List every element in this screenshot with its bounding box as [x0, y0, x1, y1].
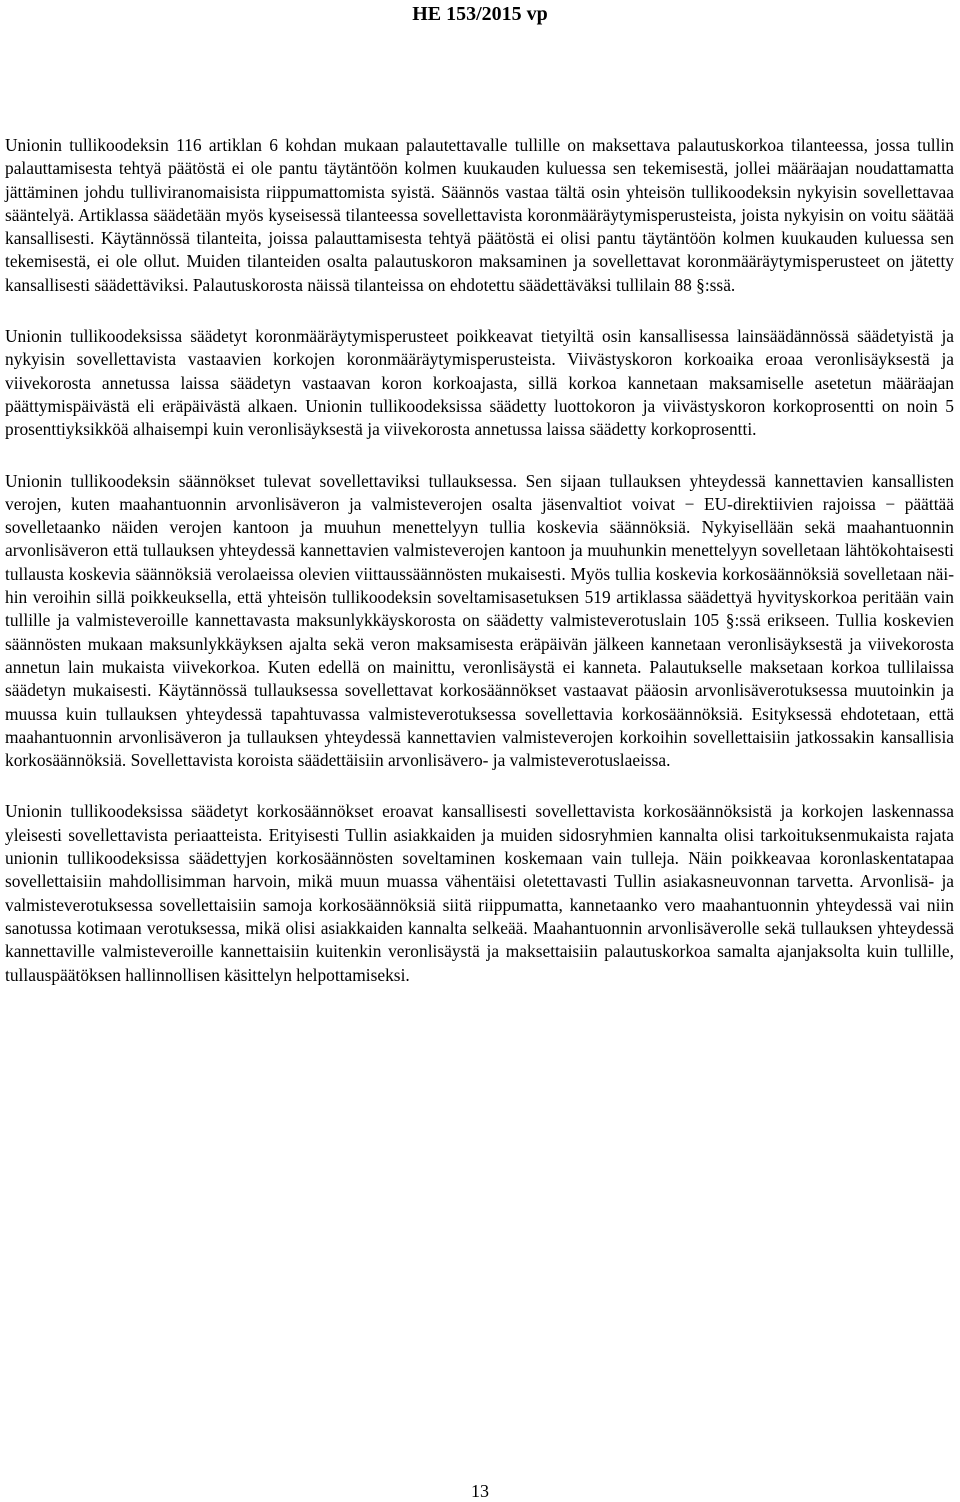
paragraph-1: Unionin tullikoodeksin 116 artiklan 6 kohdan mukaan palautettavalle tullille on maksettava palautuskorkoa tilanteessa, jossa tullin palauttamisesta tehtyä päätöstä ei ole pantu täytäntöön kolmen kuukauden kuluessa sen tekemisestä, jollei määräajan noudattamatta jättäminen johdu tulliviranomaisista riippumattomista syistä. Säännös vastaa tältä osin yhteisön tullikoodeksin nykyisin sovellettavaa sääntelyä. Artiklassa säädetään myös kyseisessä tilanteessa sovellettavista koronmääräytymisperusteista, joista nykyisin on voitu säätää kansallisesti. Käytännössä tilanteita, joissa palauttamisesta tehtyä päätöstä ei olisi pantu täytäntöön kolmen kuukauden kuluessa sen tekemisestä, ei ole ollut. Muiden tilanteiden osalta palautuskoron maksaminen ja sovellettavat koronmääräytymisperusteet on jätetty kansallisesti säädettäviksi. Palautuskorosta näissä tilanteissa on ehdotettu säädettäväksi tullilain 88 §:ssä. — [5, 135, 954, 295]
page-number: 13 — [471, 1481, 489, 1501]
paragraph-4: Unionin tullikoodeksissa säädetyt korkosäännökset eroavat kansallisesti sovellettavista korkosäännöksistä ja korkojen laskennassa yleisesti sovellettavista periaatteista. Erityisesti Tullin asiakkaiden ja muiden sidosryhmien kannalta olisi tarkoituksenmukaista rajata unionin tullikoodeksissa säädettyjen korkosäännösten soveltaminen koskemaan vain tulleja. Näin poikkeavaa koronlaskentatapaa sovellettaisiin mahdollisimman harvoin, mikä muun muassa vähentäisi oletettavasti Tullin asiakasneuvonnan tarvetta. Arvonlisä- ja valmisteverotuksessa sovellettaisiin samoja korkosäännöksiä siitä riippumatta, kannetaanko vero maahantuonnin yhteydessä vai niin sanotussa kotimaan verotuksessa, mikä olisi asiakkaiden kannalta selkeää. Maahantuonnin arvonlisäverolle sekä tullauksen yhteydessä kannettaville valmisteveroille kannettaisiin kuitenkin veronlisäystä ja maksettaisiin palautuskorkoa samalta ajanjaksolta kuin tullille, tullauspäätöksen hallinnollisen käsittelyn helpottamiseksi. — [5, 801, 954, 985]
paragraph-3: Unionin tullikoodeksin säännökset tulevat sovellettaviksi tullauksessa. Sen sijaan tullauksen yhteydessä kannettavien kansallisten verojen, kuten maahantuonnin arvonlisäveron ja valmisteverojen osalta jäsenvaltiot voivat − EU-direktiivien rajoissa − päättää sovelletaanko näiden verojen kantoon ja muuhun menettelyyn tullia koskevia säännöksiä. Nykyisellään sekä maahantuonnin arvonlisäveron että tullauksen yhteydessä kannettavien valmisteverojen kantoon ja muuhunkin menettelyyn sovelletaan lähtökohtaisesti tullausta koskevia säännöksiä verolaeissa olevien viittaussäännösten mukaisesti. Myös tullia koskevia korkosäännöksiä sovelletaan näihin veroihin sillä poikkeuksella, että yhteisön tullikoodeksin soveltamisasetuksen 519 artiklassa säädettyä hyvityskorkoa peritään vain tullille ja valmisteveroille kannettavasta maksunlykkäyskorosta on säädetty valmisteverotuslain 105 §:ssä erikseen. Tullia koskevien säännösten mukaan maksunlykkäyksen ajalta sekä veron maksamisesta eräpäivän jälkeen kannetaan veronlisäyksestä ja viivekorosta annetun lain mukaista viivekorkoa. Kuten edellä on mainittu, veronlisäystä ei kanneta. Palautukselle maksetaan korkoa tullilaissa säädetyn mukaisesti. Käytännössä tullauksessa sovellettavat korkosäännökset vastaavat pääosin arvonlisäverotuksessa muutoinkin ja muussa kuin tullauksen yhteydessä tapahtuvassa valmisteverotuksessa sovellettavia korkosäännöksiä. Esityksessä ehdotetaan, että maahantuonnin arvonlisäveron ja tullauksen yhteydessä kannettavien valmisteverojen korkoihin sovellettaisiin jatkossakin kansallisia korkosäännöksiä. Sovellettavista koroista säädettäisiin arvonlisävero- ja valmisteverotuslaeissa. — [5, 470, 954, 771]
document-body — [5, 134, 954, 1015]
paragraph-2: Unionin tullikoodeksissa säädetyt koronmääräytymisperusteet poikkeavat tietyiltä osin kansallisessa lainsäädännössä säädetyistä ja nykyisin sovellettavista vastaavien korkojen koronmääräytymisperusteista. Viivästyskoron korkoaika eroaa veronlisäyksestä ja viivekorosta annetussa laissa säädetyn vastaavan koron korkoajasta, sillä korkoa kannetaan maksamiselle asetetun määräajan päättymispäivästä eli eräpäivästä alkaen. Unionin tullikoodeksissa säädetty luottokoron ja viivästyskoron korkoprosentti on noin 5 prosenttiyksikköä alhaisempi kuin veronlisäyksestä ja viivekorosta annetussa laissa säädetty korkoprosentti. — [5, 326, 954, 440]
document-header: HE 153/2015 vp — [412, 3, 548, 25]
